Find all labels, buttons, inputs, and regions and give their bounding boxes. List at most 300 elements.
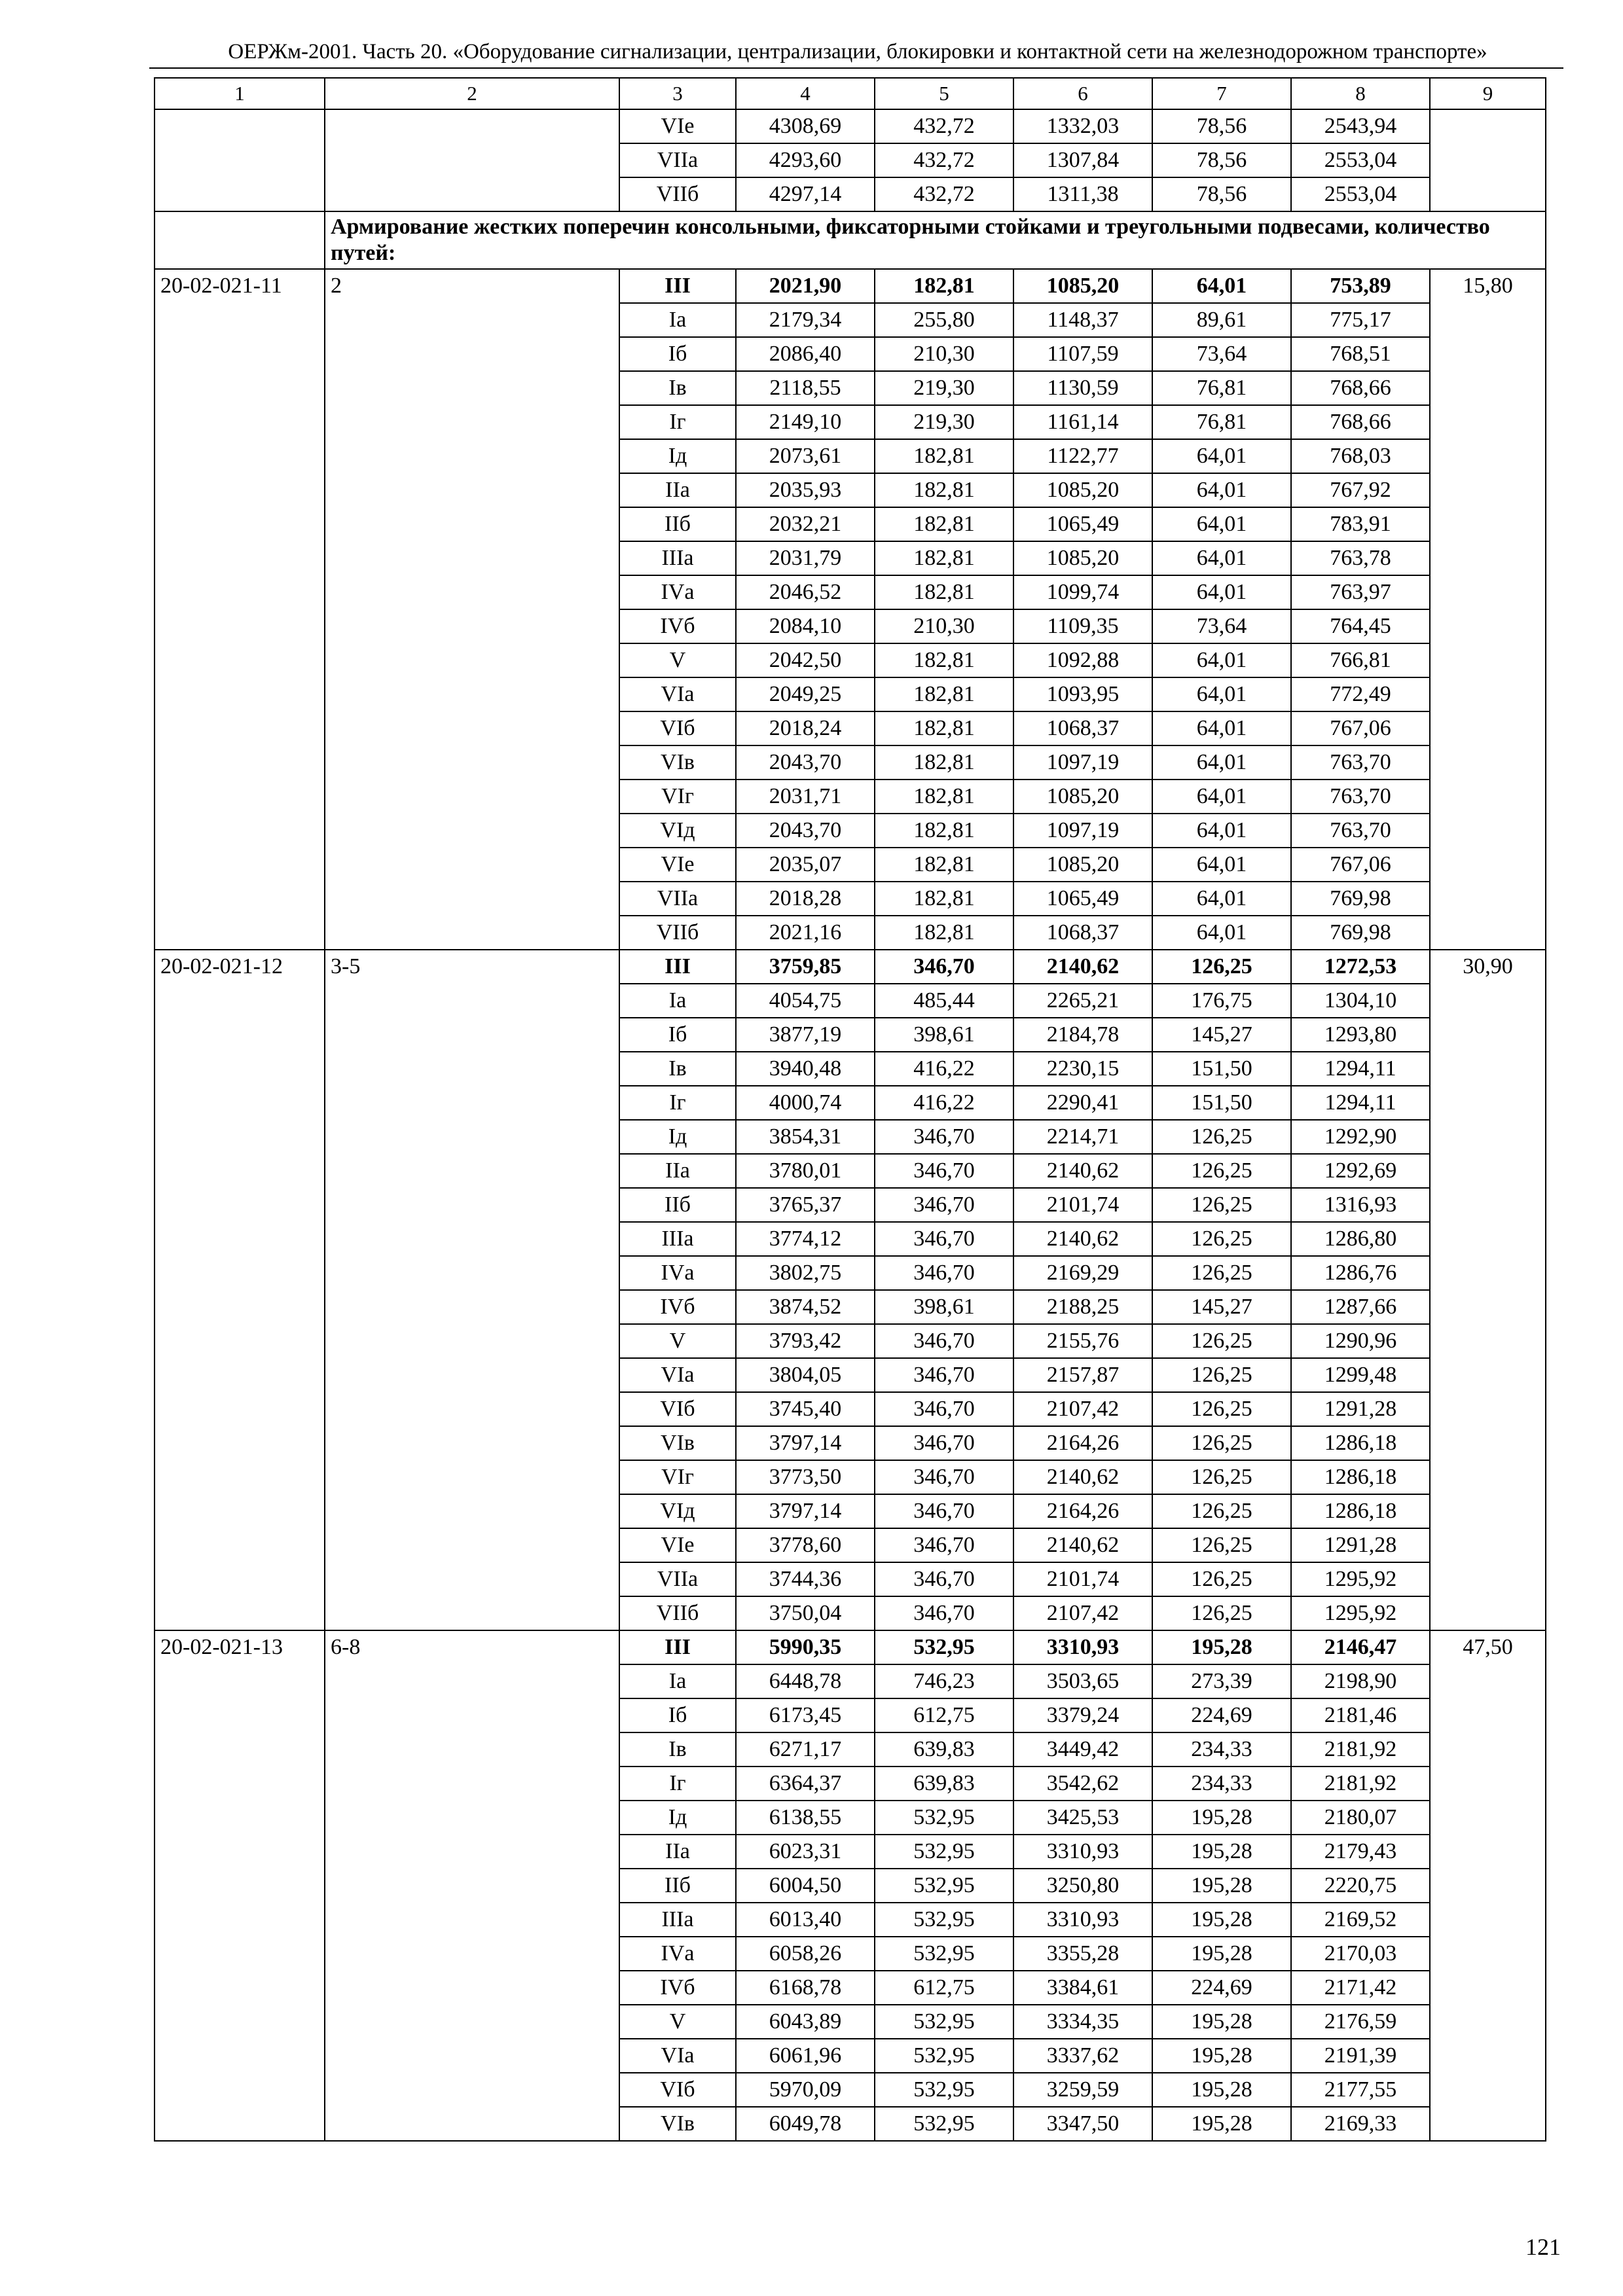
value-cell: 2169,33 xyxy=(1291,2107,1430,2141)
code-cell xyxy=(155,109,325,211)
value-cell: 1148,37 xyxy=(1013,303,1152,337)
value-cell: 3334,35 xyxy=(1013,2005,1152,2039)
value-cell: 746,23 xyxy=(875,1664,1013,1698)
value-cell: 2543,94 xyxy=(1291,109,1430,143)
value-cell: 3778,60 xyxy=(736,1528,875,1562)
value-cell: 346,70 xyxy=(875,1120,1013,1154)
value-cell: 6058,26 xyxy=(736,1937,875,1971)
value-cell: 1332,03 xyxy=(1013,109,1152,143)
value-cell: 182,81 xyxy=(875,575,1013,609)
value-cell: 3750,04 xyxy=(736,1596,875,1630)
value-cell: 195,28 xyxy=(1152,2073,1291,2107)
variant-cell: III xyxy=(619,269,736,303)
value-cell: 763,70 xyxy=(1291,814,1430,848)
value-cell: 346,70 xyxy=(875,1460,1013,1494)
value-cell: 126,25 xyxy=(1152,1528,1291,1562)
value-cell: 182,81 xyxy=(875,439,1013,473)
value-cell: 2181,46 xyxy=(1291,1698,1430,1732)
extra-cell: 47,50 xyxy=(1430,1630,1546,2141)
variant-cell: VIа xyxy=(619,677,736,711)
value-cell: 195,28 xyxy=(1152,1869,1291,1903)
value-cell: 2086,40 xyxy=(736,337,875,371)
value-cell: 6061,96 xyxy=(736,2039,875,2073)
value-cell: 416,22 xyxy=(875,1086,1013,1120)
price-table xyxy=(154,77,1546,2142)
value-cell: 151,50 xyxy=(1152,1052,1291,1086)
value-cell: 2107,42 xyxy=(1013,1596,1152,1630)
value-cell: 1286,18 xyxy=(1291,1494,1430,1528)
value-cell: 2179,34 xyxy=(736,303,875,337)
value-cell: 3797,14 xyxy=(736,1426,875,1460)
value-cell: 151,50 xyxy=(1152,1086,1291,1120)
value-cell: 182,81 xyxy=(875,269,1013,303)
value-cell: 763,70 xyxy=(1291,780,1430,814)
value-cell: 1292,90 xyxy=(1291,1120,1430,1154)
value-cell: 182,81 xyxy=(875,711,1013,745)
value-cell: 2169,29 xyxy=(1013,1256,1152,1290)
variant-cell: VIв xyxy=(619,1426,736,1460)
column-number: 9 xyxy=(1430,78,1546,109)
value-cell: 768,03 xyxy=(1291,439,1430,473)
value-cell: 346,70 xyxy=(875,1562,1013,1596)
value-cell: 64,01 xyxy=(1152,473,1291,507)
value-cell: 1292,69 xyxy=(1291,1154,1430,1188)
variant-cell: VIв xyxy=(619,745,736,780)
value-cell: 64,01 xyxy=(1152,814,1291,848)
value-cell: 2107,42 xyxy=(1013,1392,1152,1426)
value-cell: 64,01 xyxy=(1152,882,1291,916)
column-number-row xyxy=(155,78,1546,109)
value-cell: 234,33 xyxy=(1152,1732,1291,1767)
variant-cell: VIб xyxy=(619,2073,736,2107)
value-cell: 3877,19 xyxy=(736,1018,875,1052)
value-cell: 2101,74 xyxy=(1013,1188,1152,1222)
variant-cell: VIб xyxy=(619,1392,736,1426)
value-cell: 1065,49 xyxy=(1013,882,1152,916)
value-cell: 768,51 xyxy=(1291,337,1430,371)
value-cell: 783,91 xyxy=(1291,507,1430,541)
value-cell: 416,22 xyxy=(875,1052,1013,1086)
value-cell: 73,64 xyxy=(1152,337,1291,371)
value-cell: 753,89 xyxy=(1291,269,1430,303)
value-cell: 1085,20 xyxy=(1013,848,1152,882)
value-cell: 64,01 xyxy=(1152,575,1291,609)
variant-cell: V xyxy=(619,643,736,677)
variant-cell: Iг xyxy=(619,405,736,439)
value-cell: 1085,20 xyxy=(1013,541,1152,575)
value-cell: 64,01 xyxy=(1152,848,1291,882)
variant-cell: VIа xyxy=(619,1358,736,1392)
variant-cell: IVа xyxy=(619,1256,736,1290)
variant-cell: VIг xyxy=(619,1460,736,1494)
variant-cell: Iа xyxy=(619,984,736,1018)
value-cell: 2140,62 xyxy=(1013,950,1152,984)
value-cell: 2553,04 xyxy=(1291,177,1430,211)
variant-cell: VIе xyxy=(619,109,736,143)
variant-cell: IIа xyxy=(619,1154,736,1188)
value-cell: 767,92 xyxy=(1291,473,1430,507)
page-number: 121 xyxy=(1525,2234,1561,2260)
value-cell: 6271,17 xyxy=(736,1732,875,1767)
value-cell: 532,95 xyxy=(875,2073,1013,2107)
variant-cell: IIIа xyxy=(619,1903,736,1937)
value-cell: 64,01 xyxy=(1152,711,1291,745)
value-cell: 2176,59 xyxy=(1291,2005,1430,2039)
value-cell: 2179,43 xyxy=(1291,1835,1430,1869)
value-cell: 1097,19 xyxy=(1013,745,1152,780)
value-cell: 64,01 xyxy=(1152,677,1291,711)
variant-cell: IVб xyxy=(619,1971,736,2005)
value-cell: 210,30 xyxy=(875,337,1013,371)
variant-cell: Iб xyxy=(619,1698,736,1732)
value-cell: 6168,78 xyxy=(736,1971,875,2005)
table-body xyxy=(155,78,1546,2141)
value-cell: 1287,66 xyxy=(1291,1290,1430,1324)
value-cell: 1295,92 xyxy=(1291,1596,1430,1630)
value-cell: 6004,50 xyxy=(736,1869,875,1903)
value-cell: 1107,59 xyxy=(1013,337,1152,371)
value-cell: 2181,92 xyxy=(1291,1732,1430,1767)
value-cell: 3355,28 xyxy=(1013,1937,1152,1971)
value-cell: 1097,19 xyxy=(1013,814,1152,848)
value-cell: 1293,80 xyxy=(1291,1018,1430,1052)
value-cell: 78,56 xyxy=(1152,143,1291,177)
value-cell: 182,81 xyxy=(875,916,1013,950)
value-cell: 2171,42 xyxy=(1291,1971,1430,2005)
value-cell: 2021,90 xyxy=(736,269,875,303)
value-cell: 1109,35 xyxy=(1013,609,1152,643)
page-header: ОЕРЖм-2001. Часть 20. «Оборудование сигнализации, централизации, блокировки и контактной сети на железнодорожном транспорте» xyxy=(228,40,1487,63)
value-cell: 6023,31 xyxy=(736,1835,875,1869)
value-cell: 76,81 xyxy=(1152,405,1291,439)
value-cell: 346,70 xyxy=(875,1494,1013,1528)
value-cell: 6043,89 xyxy=(736,2005,875,2039)
value-cell: 6448,78 xyxy=(736,1664,875,1698)
value-cell: 4054,75 xyxy=(736,984,875,1018)
variant-cell: VIд xyxy=(619,1494,736,1528)
value-cell: 768,66 xyxy=(1291,371,1430,405)
value-cell: 64,01 xyxy=(1152,780,1291,814)
column-number: 8 xyxy=(1291,78,1430,109)
value-cell: 64,01 xyxy=(1152,745,1291,780)
value-cell: 346,70 xyxy=(875,1596,1013,1630)
value-cell: 182,81 xyxy=(875,507,1013,541)
value-cell: 767,06 xyxy=(1291,848,1430,882)
value-cell: 2181,92 xyxy=(1291,1767,1430,1801)
section-row xyxy=(155,211,1546,269)
value-cell: 195,28 xyxy=(1152,1801,1291,1835)
value-cell: 4000,74 xyxy=(736,1086,875,1120)
table-row xyxy=(155,109,1546,143)
value-cell: 2031,71 xyxy=(736,780,875,814)
value-cell: 346,70 xyxy=(875,1358,1013,1392)
value-cell: 612,75 xyxy=(875,1698,1013,1732)
value-cell: 532,95 xyxy=(875,1835,1013,1869)
variant-cell: IIа xyxy=(619,473,736,507)
value-cell: 73,64 xyxy=(1152,609,1291,643)
value-cell: 1307,84 xyxy=(1013,143,1152,177)
value-cell: 764,45 xyxy=(1291,609,1430,643)
value-cell: 639,83 xyxy=(875,1767,1013,1801)
value-cell: 126,25 xyxy=(1152,950,1291,984)
value-cell: 64,01 xyxy=(1152,916,1291,950)
paths-cell xyxy=(325,109,619,211)
value-cell: 532,95 xyxy=(875,2039,1013,2073)
value-cell: 2042,50 xyxy=(736,643,875,677)
value-cell: 1272,53 xyxy=(1291,950,1430,984)
value-cell: 3449,42 xyxy=(1013,1732,1152,1767)
value-cell: 532,95 xyxy=(875,2107,1013,2141)
value-cell: 195,28 xyxy=(1152,1630,1291,1664)
value-cell: 182,81 xyxy=(875,814,1013,848)
value-cell: 126,25 xyxy=(1152,1596,1291,1630)
value-cell: 1085,20 xyxy=(1013,473,1152,507)
value-cell: 346,70 xyxy=(875,1222,1013,1256)
variant-cell: Iб xyxy=(619,337,736,371)
value-cell: 126,25 xyxy=(1152,1154,1291,1188)
variant-cell: VIIа xyxy=(619,882,736,916)
value-cell: 2169,52 xyxy=(1291,1903,1430,1937)
value-cell: 6013,40 xyxy=(736,1903,875,1937)
code-cell: 20-02-021-12 xyxy=(155,950,325,1630)
variant-cell: VIа xyxy=(619,2039,736,2073)
value-cell: 346,70 xyxy=(875,1528,1013,1562)
value-cell: 2214,71 xyxy=(1013,1120,1152,1154)
value-cell: 3250,80 xyxy=(1013,1869,1152,1903)
value-cell: 1161,14 xyxy=(1013,405,1152,439)
value-cell: 5970,09 xyxy=(736,2073,875,2107)
value-cell: 219,30 xyxy=(875,405,1013,439)
value-cell: 2290,41 xyxy=(1013,1086,1152,1120)
value-cell: 3773,50 xyxy=(736,1460,875,1494)
value-cell: 2155,76 xyxy=(1013,1324,1152,1358)
value-cell: 2191,39 xyxy=(1291,2039,1430,2073)
value-cell: 1290,96 xyxy=(1291,1324,1430,1358)
value-cell: 2101,74 xyxy=(1013,1562,1152,1596)
value-cell: 182,81 xyxy=(875,677,1013,711)
value-cell: 346,70 xyxy=(875,1324,1013,1358)
value-cell: 2018,28 xyxy=(736,882,875,916)
value-cell: 612,75 xyxy=(875,1971,1013,2005)
value-cell: 195,28 xyxy=(1152,2005,1291,2039)
value-cell: 1291,28 xyxy=(1291,1528,1430,1562)
value-cell: 255,80 xyxy=(875,303,1013,337)
value-cell: 2035,93 xyxy=(736,473,875,507)
value-cell: 1093,95 xyxy=(1013,677,1152,711)
value-cell: 2198,90 xyxy=(1291,1664,1430,1698)
value-cell: 3759,85 xyxy=(736,950,875,984)
variant-cell: VIIа xyxy=(619,1562,736,1596)
value-cell: 3765,37 xyxy=(736,1188,875,1222)
value-cell: 346,70 xyxy=(875,950,1013,984)
value-cell: 4297,14 xyxy=(736,177,875,211)
paths-cell: 6-8 xyxy=(325,1630,619,2141)
value-cell: 3259,59 xyxy=(1013,2073,1152,2107)
value-cell: 126,25 xyxy=(1152,1460,1291,1494)
value-cell: 195,28 xyxy=(1152,2107,1291,2141)
column-number: 3 xyxy=(619,78,736,109)
value-cell: 2031,79 xyxy=(736,541,875,575)
value-cell: 763,70 xyxy=(1291,745,1430,780)
value-cell: 195,28 xyxy=(1152,1937,1291,1971)
value-cell: 2084,10 xyxy=(736,609,875,643)
value-cell: 195,28 xyxy=(1152,1903,1291,1937)
value-cell: 6364,37 xyxy=(736,1767,875,1801)
value-cell: 532,95 xyxy=(875,1903,1013,1937)
value-cell: 3310,93 xyxy=(1013,1835,1152,1869)
value-cell: 2043,70 xyxy=(736,814,875,848)
value-cell: 3774,12 xyxy=(736,1222,875,1256)
variant-cell: Iв xyxy=(619,371,736,405)
value-cell: 145,27 xyxy=(1152,1018,1291,1052)
value-cell: 3337,62 xyxy=(1013,2039,1152,2073)
value-cell: 346,70 xyxy=(875,1392,1013,1426)
paths-cell: 3-5 xyxy=(325,950,619,1630)
variant-cell: Iд xyxy=(619,439,736,473)
value-cell: 126,25 xyxy=(1152,1426,1291,1460)
value-cell: 3310,93 xyxy=(1013,1630,1152,1664)
value-cell: 1311,38 xyxy=(1013,177,1152,211)
value-cell: 210,30 xyxy=(875,609,1013,643)
value-cell: 346,70 xyxy=(875,1426,1013,1460)
value-cell: 3797,14 xyxy=(736,1494,875,1528)
value-cell: 1065,49 xyxy=(1013,507,1152,541)
value-cell: 1092,88 xyxy=(1013,643,1152,677)
value-cell: 126,25 xyxy=(1152,1562,1291,1596)
value-cell: 224,69 xyxy=(1152,1698,1291,1732)
value-cell: 532,95 xyxy=(875,1801,1013,1835)
value-cell: 64,01 xyxy=(1152,507,1291,541)
value-cell: 182,81 xyxy=(875,643,1013,677)
value-cell: 126,25 xyxy=(1152,1222,1291,1256)
extra-cell: 15,80 xyxy=(1430,269,1546,950)
header-rule xyxy=(149,67,1563,69)
extra-cell xyxy=(1430,109,1546,211)
variant-cell: VIд xyxy=(619,814,736,848)
value-cell: 768,66 xyxy=(1291,405,1430,439)
value-cell: 182,81 xyxy=(875,473,1013,507)
table-row xyxy=(155,950,1546,984)
variant-cell: IVа xyxy=(619,1937,736,1971)
value-cell: 2220,75 xyxy=(1291,1869,1430,1903)
variant-cell: IIб xyxy=(619,507,736,541)
value-cell: 1294,11 xyxy=(1291,1052,1430,1086)
value-cell: 1068,37 xyxy=(1013,711,1152,745)
value-cell: 2140,62 xyxy=(1013,1460,1152,1494)
value-cell: 4293,60 xyxy=(736,143,875,177)
value-cell: 2140,62 xyxy=(1013,1222,1152,1256)
value-cell: 2073,61 xyxy=(736,439,875,473)
section-code-cell xyxy=(155,211,325,269)
variant-cell: III xyxy=(619,1630,736,1664)
value-cell: 1299,48 xyxy=(1291,1358,1430,1392)
variant-cell: VIе xyxy=(619,1528,736,1562)
value-cell: 76,81 xyxy=(1152,371,1291,405)
value-cell: 2140,62 xyxy=(1013,1528,1152,1562)
value-cell: 3744,36 xyxy=(736,1562,875,1596)
value-cell: 2043,70 xyxy=(736,745,875,780)
code-cell: 20-02-021-13 xyxy=(155,1630,325,2141)
value-cell: 2149,10 xyxy=(736,405,875,439)
value-cell: 769,98 xyxy=(1291,916,1430,950)
value-cell: 145,27 xyxy=(1152,1290,1291,1324)
value-cell: 1295,92 xyxy=(1291,1562,1430,1596)
value-cell: 2035,07 xyxy=(736,848,875,882)
value-cell: 485,44 xyxy=(875,984,1013,1018)
value-cell: 772,49 xyxy=(1291,677,1430,711)
variant-cell: VIе xyxy=(619,848,736,882)
value-cell: 5990,35 xyxy=(736,1630,875,1664)
value-cell: 6049,78 xyxy=(736,2107,875,2141)
value-cell: 273,39 xyxy=(1152,1664,1291,1698)
value-cell: 64,01 xyxy=(1152,269,1291,303)
value-cell: 126,25 xyxy=(1152,1392,1291,1426)
value-cell: 3310,93 xyxy=(1013,1903,1152,1937)
variant-cell: Iа xyxy=(619,1664,736,1698)
value-cell: 126,25 xyxy=(1152,1188,1291,1222)
variant-cell: Iа xyxy=(619,303,736,337)
value-cell: 1286,18 xyxy=(1291,1460,1430,1494)
variant-cell: IIа xyxy=(619,1835,736,1869)
value-cell: 3802,75 xyxy=(736,1256,875,1290)
value-cell: 2046,52 xyxy=(736,575,875,609)
value-cell: 1085,20 xyxy=(1013,780,1152,814)
variant-cell: Iб xyxy=(619,1018,736,1052)
value-cell: 2018,24 xyxy=(736,711,875,745)
value-cell: 432,72 xyxy=(875,177,1013,211)
value-cell: 2157,87 xyxy=(1013,1358,1152,1392)
variant-cell: IVа xyxy=(619,575,736,609)
value-cell: 3793,42 xyxy=(736,1324,875,1358)
variant-cell: IIб xyxy=(619,1188,736,1222)
column-number: 6 xyxy=(1013,78,1152,109)
value-cell: 1085,20 xyxy=(1013,269,1152,303)
value-cell: 1122,77 xyxy=(1013,439,1152,473)
value-cell: 767,06 xyxy=(1291,711,1430,745)
variant-cell: IIб xyxy=(619,1869,736,1903)
value-cell: 234,33 xyxy=(1152,1767,1291,1801)
value-cell: 64,01 xyxy=(1152,541,1291,575)
value-cell: 3940,48 xyxy=(736,1052,875,1086)
value-cell: 532,95 xyxy=(875,1630,1013,1664)
value-cell: 2164,26 xyxy=(1013,1494,1152,1528)
value-cell: 126,25 xyxy=(1152,1324,1291,1358)
value-cell: 2049,25 xyxy=(736,677,875,711)
value-cell: 3384,61 xyxy=(1013,1971,1152,2005)
value-cell: 1291,28 xyxy=(1291,1392,1430,1426)
value-cell: 763,97 xyxy=(1291,575,1430,609)
column-number: 1 xyxy=(155,78,325,109)
value-cell: 224,69 xyxy=(1152,1971,1291,2005)
column-number: 7 xyxy=(1152,78,1291,109)
value-cell: 532,95 xyxy=(875,1937,1013,1971)
value-cell: 126,25 xyxy=(1152,1120,1291,1154)
value-cell: 398,61 xyxy=(875,1290,1013,1324)
value-cell: 1304,10 xyxy=(1291,984,1430,1018)
value-cell: 3745,40 xyxy=(736,1392,875,1426)
value-cell: 2184,78 xyxy=(1013,1018,1152,1052)
variant-cell: IVб xyxy=(619,609,736,643)
variant-cell: VIIб xyxy=(619,177,736,211)
value-cell: 219,30 xyxy=(875,371,1013,405)
value-cell: 766,81 xyxy=(1291,643,1430,677)
value-cell: 176,75 xyxy=(1152,984,1291,1018)
variant-cell: VIIа xyxy=(619,143,736,177)
code-cell: 20-02-021-11 xyxy=(155,269,325,950)
variant-cell: VIIб xyxy=(619,916,736,950)
paths-cell: 2 xyxy=(325,269,619,950)
value-cell: 1286,76 xyxy=(1291,1256,1430,1290)
